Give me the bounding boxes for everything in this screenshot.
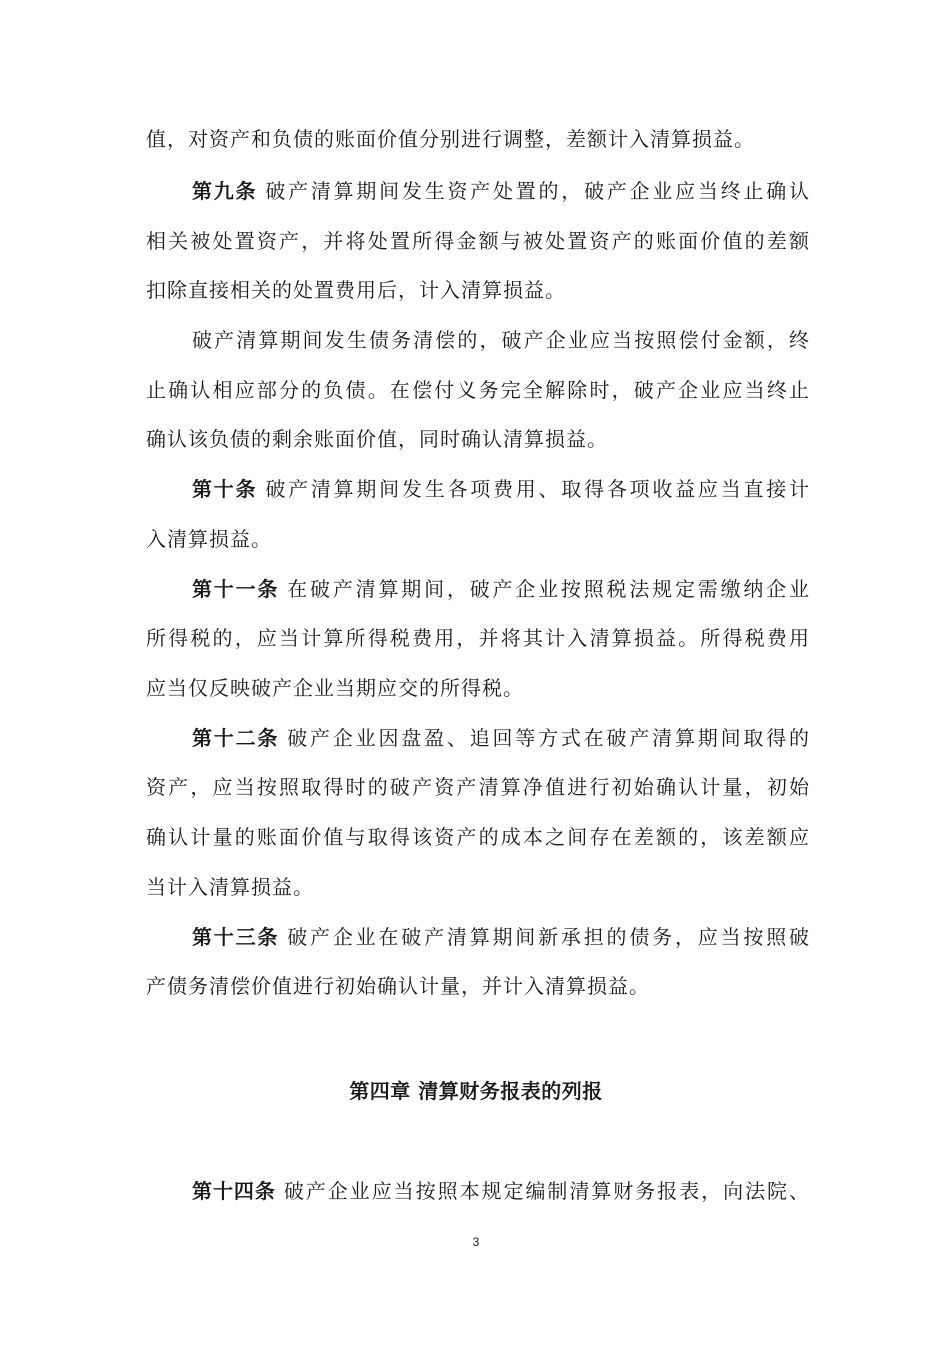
article-line: 第十四条 破产企业应当按照本规定编制清算财务报表，向法院、	[192, 1179, 811, 1203]
article-number: 第十条	[192, 477, 258, 501]
text-line: 破产清算期间发生债务清偿的，破产企业应当按照偿付金额，终	[192, 328, 810, 352]
article-number: 第十一条	[192, 577, 280, 601]
text-line: 产债务清偿价值进行初始确认计量，并计入清算损益。	[146, 974, 650, 998]
text-line: 确认计量的账面价值与取得该资产的成本之间存在差额的，该差额应	[146, 825, 810, 849]
article-line: 第九条 破产清算期间发生资产处置的，破产企业应当终止确认	[192, 179, 811, 203]
article-line: 第十一条 在破产清算期间，破产企业按照税法规定需缴纳企业	[192, 577, 811, 601]
article-line: 第十三条 破产企业在破产清算期间新承担的债务，应当按照破	[192, 925, 811, 949]
article-line: 第十条 破产清算期间发生各项费用、取得各项收益应当直接计	[192, 477, 811, 501]
article-number: 第十二条	[192, 726, 280, 750]
chapter-heading: 第四章 清算财务报表的列报	[349, 1079, 603, 1103]
article-number: 第十四条	[192, 1179, 276, 1203]
text-line: 应当仅反映破产企业当期应交的所得税。	[146, 676, 524, 700]
text-line: 所得税的，应当计算所得税费用，并将其计入清算损益。所得税费用	[146, 626, 810, 650]
text-line: 止确认相应部分的负债。在偿付义务完全解除时，破产企业应当终止	[146, 378, 810, 402]
text-line: 入清算损益。	[146, 527, 272, 551]
article-number: 第十三条	[192, 925, 280, 949]
text-line: 相关被处置资产，并将处置所得金额与被处置资产的账面价值的差额	[146, 229, 810, 253]
text-line: 当计入清算损益。	[146, 875, 314, 899]
page-number: 3	[472, 1235, 480, 1249]
text-line: 确认该负债的剩余账面价值，同时确认清算损益。	[146, 427, 608, 451]
article-number: 第九条	[192, 179, 258, 203]
text-line: 扣除直接相关的处置费用后，计入清算损益。	[146, 278, 566, 302]
text-line: 值，对资产和负债的账面价值分别进行调整，差额计入清算损益。	[146, 127, 755, 151]
text-line: 资产，应当按照取得时的破产资产清算净值进行初始确认计量，初始	[146, 775, 810, 799]
article-line: 第十二条 破产企业因盘盈、追回等方式在破产清算期间取得的	[192, 726, 811, 750]
